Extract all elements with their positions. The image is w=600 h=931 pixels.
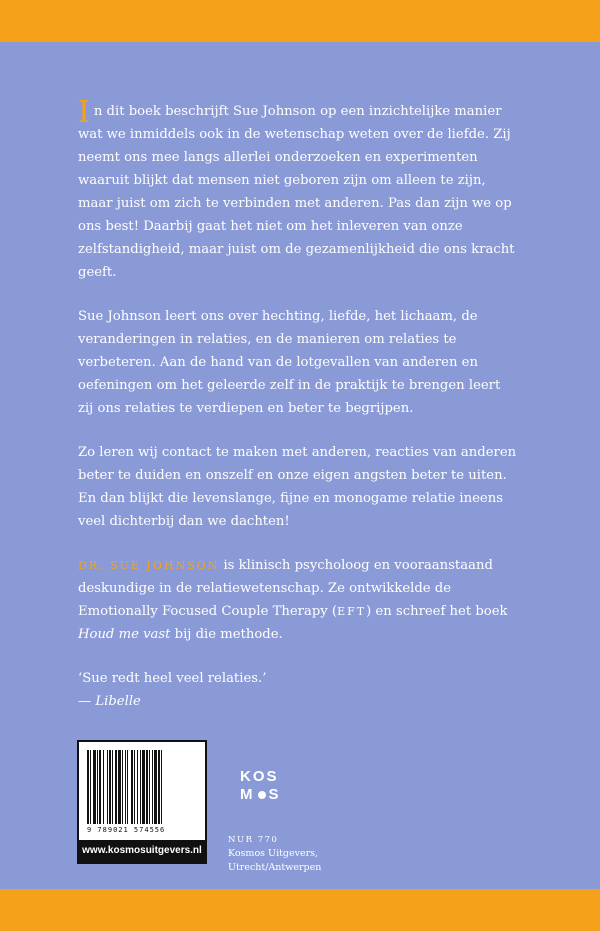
blurb-text — [78, 95, 518, 734]
quote-dash: — — [78, 694, 96, 709]
review-quote — [78, 667, 518, 713]
author-name: DR. SUE JOHNSON — [78, 559, 220, 572]
barcode-bar — [161, 750, 162, 824]
barcode-bar — [87, 750, 89, 824]
publisher-website: www.kosmosuitgevers.nl — [79, 840, 205, 862]
top-band — [0, 0, 600, 42]
barcode-bar — [152, 750, 153, 824]
barcode-bar — [99, 750, 101, 824]
isbn-barcode — [77, 740, 207, 864]
barcode-bar — [115, 750, 117, 824]
barcode-bar — [90, 750, 91, 824]
barcode-bar — [131, 750, 133, 824]
author-bio-part1: is klinisch psycholoog en vooraanstaand deskundige in de relatiewetenschap. Ze ontwikkelde de Emotionally Focused Couple Therapy ( — [78, 558, 493, 619]
kosmos-logo — [240, 768, 290, 818]
author-bio-part2: ) en schreef het boek — [366, 604, 508, 619]
author-bio — [78, 554, 518, 646]
barcode-bar — [93, 750, 96, 824]
barcode-bar — [134, 750, 135, 824]
barcode-bar — [112, 750, 113, 824]
quote-source-line — [78, 690, 518, 713]
quote-source: Libelle — [95, 694, 141, 709]
barcode-bar — [103, 750, 104, 824]
barcode-bar — [149, 750, 150, 824]
barcode-bar — [127, 750, 128, 824]
paragraph-topics: Sue Johnson leert ons over hechting, liefde, het lichaam, de veranderingen in relaties, en de manieren om relaties te verbeteren. Aan de hand van de lotgevallen van anderen en oefeningen om het geleerde zelf in de praktijk te brengen leert zij ons relaties te verdiepen en beter te begrijpen. — [78, 309, 501, 416]
eft-abbrev: EFT — [337, 605, 367, 618]
barcode-bar — [142, 750, 145, 824]
publisher-city: Utrecht/Antwerpen — [228, 862, 322, 873]
nur-code: NUR 770 — [228, 835, 279, 845]
barcode-bar — [107, 750, 108, 824]
barcode-bars — [87, 750, 199, 824]
logo-letter-m: M — [240, 786, 255, 803]
drop-cap: I — [78, 95, 90, 130]
logo-line-2 — [240, 786, 290, 804]
barcode-bar — [146, 750, 148, 824]
quote-text: ‘Sue redt heel veel relaties.’ — [78, 671, 267, 686]
barcode-bar — [122, 750, 123, 824]
barcode-bar — [109, 750, 111, 824]
book-title: Houd me vast — [78, 627, 171, 642]
barcode-bar — [158, 750, 160, 824]
barcode-digits: 9 789021 574556 — [87, 826, 166, 834]
barcode-bar — [140, 750, 141, 824]
barcode-bar — [125, 750, 126, 824]
barcode-bar — [97, 750, 98, 824]
logo-line-1: KOS — [240, 768, 279, 785]
logo-dot-icon — [258, 791, 266, 799]
logo-letter-s: S — [268, 786, 281, 803]
paragraph-intro — [78, 95, 518, 284]
publisher-name: Kosmos Uitgevers, — [228, 848, 319, 859]
barcode-bar — [118, 750, 121, 824]
barcode-bar — [137, 750, 138, 824]
imprint — [228, 833, 321, 875]
barcode-bar — [154, 750, 157, 824]
paragraph-conclusion: Zo leren wij contact te maken met anderen, reacties van anderen beter te duiden en onszelf en onze eigen angsten beter te uiten. En dan blijkt die levenslange, fijne en monogame relatie ineens veel dichterbij dan we dachten! — [78, 445, 517, 529]
paragraph-intro-text: n dit boek beschrijft Sue Johnson op een inzichtelijke manier wat we inmiddels ook in de wetenschap weten over de liefde. Zij neemt ons mee langs allerlei onderzoeken en experimenten waaruit blijkt dat mensen niet geboren zijn om alleen te zijn, maar juist om zich te verbinden met anderen. Pas dan zijn we op ons best! Daarbij gaat het niet om het inleveren van onze zelfstandigheid, maar juist om de gezamenlijkheid die ons kracht geeft. — [78, 104, 515, 280]
author-bio-part3: bij die methode. — [170, 627, 283, 642]
bottom-band — [0, 889, 600, 931]
